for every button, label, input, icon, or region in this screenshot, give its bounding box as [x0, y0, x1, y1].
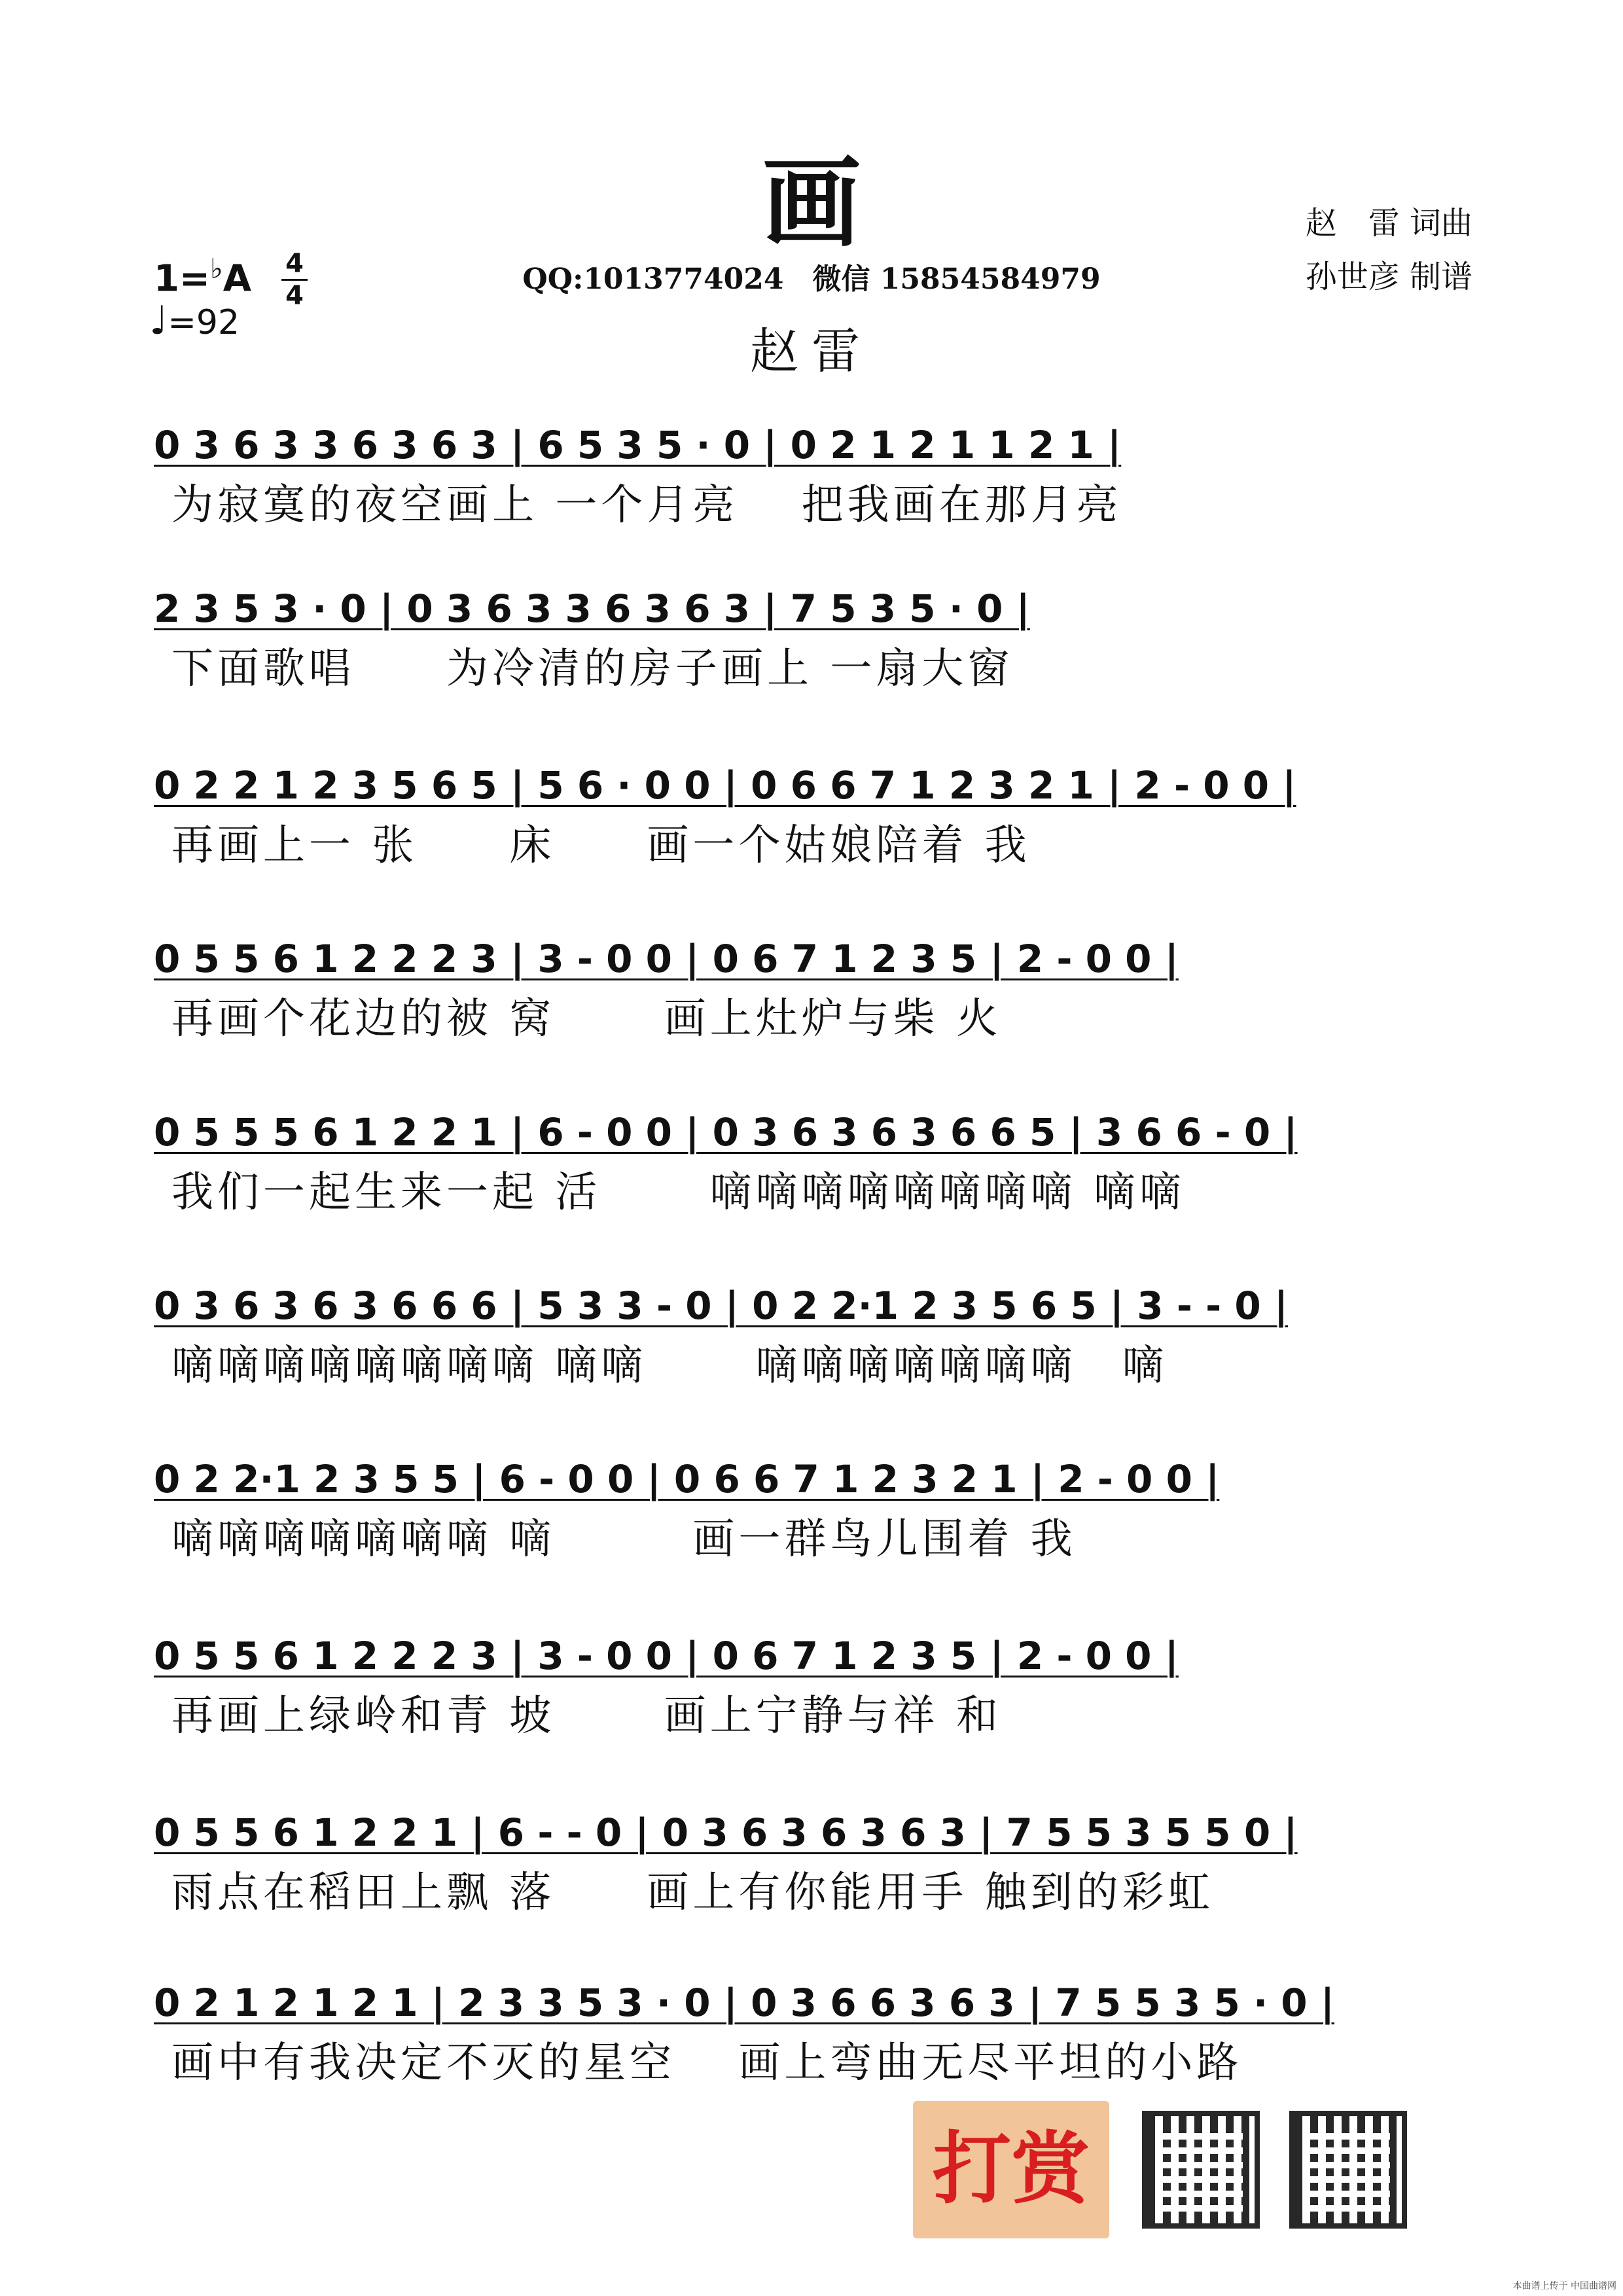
lyrics-line: 嘀嘀嘀嘀嘀嘀嘀嘀 嘀嘀 嘀嘀嘀嘀嘀嘀嘀 嘀	[171, 1342, 1168, 1390]
notation-line: 0 5 5 6 1 2 2 2 3 | 3 - 0 0 | 0 6 7 1 2 3 5 | 2 - 0 0 |	[154, 937, 1179, 981]
qr-code-icon	[1289, 2111, 1407, 2229]
lyrics-line: 再画上一 张 床 画一个姑娘陪着 我	[171, 821, 1031, 870]
notation-line: 0 3 6 3 3 6 3 6 3 | 6 5 3 5 · 0 | 0 2 1 2 1 1 2 1 |	[154, 423, 1122, 467]
lyrics-line: 嘀嘀嘀嘀嘀嘀嘀 嘀 画一群鸟儿围着 我	[171, 1515, 1077, 1564]
lyrics-line: 再画上绿岭和青 坡 画上宁静与祥 和	[171, 1692, 1003, 1740]
meter-numerator: 4	[281, 249, 308, 281]
qr-code-icon	[1142, 2111, 1260, 2229]
notation-line: 0 5 5 6 1 2 2 1 | 6 - - 0 | 0 3 6 3 6 3 6 3 | 7 5 5 3 5 5 0 |	[154, 1810, 1298, 1855]
lyrics-line: 画中有我决定不灭的星空 画上弯曲无尽平坦的小路	[171, 2039, 1243, 2087]
song-title: 画	[762, 145, 861, 260]
key-prefix: 1=	[154, 257, 210, 300]
lyrics-line: 我们一起生来一起 活 嘀嘀嘀嘀嘀嘀嘀嘀 嘀嘀	[171, 1168, 1186, 1217]
lyrics-line: 下面歌唱 为冷清的房子画上 一扇大窗	[171, 645, 1014, 693]
reward-button[interactable]: 打赏	[913, 2101, 1109, 2238]
notation-line: 0 2 1 2 1 2 1 | 2 3 3 5 3 · 0 | 0 3 6 6 3 6 3 | 7 5 5 3 5 · 0 |	[154, 1981, 1335, 2025]
lyrics-line: 雨点在稻田上飘 落 画上有你能用手 触到的彩虹	[171, 1869, 1214, 1917]
notation-line: 2 3 5 3 · 0 | 0 3 6 3 3 6 3 6 3 | 7 5 3 5 · 0 |	[154, 586, 1030, 631]
footer-note: 本曲谱上传于 中国曲谱网	[1512, 2281, 1616, 2291]
quarter-note-icon: ♩	[149, 298, 168, 344]
notation-line: 0 5 5 6 1 2 2 2 3 | 3 - 0 0 | 0 6 7 1 2 3 5 | 2 - 0 0 |	[154, 1634, 1179, 1678]
notation-line: 0 5 5 5 6 1 2 2 1 | 6 - 0 0 | 0 3 6 3 6 3 6 6 5 | 3 6 6 - 0 |	[154, 1110, 1298, 1155]
singer-name: 赵雷	[750, 323, 873, 380]
credit-arranger: 孙世彦 制谱	[1305, 259, 1472, 295]
key-note: A	[223, 257, 252, 300]
tempo-value: =92	[168, 303, 240, 342]
notation-line: 0 2 2 1 2 3 5 6 5 | 5 6 · 0 0 | 0 6 6 7 1 2 3 2 1 | 2 - 0 0 |	[154, 763, 1296, 808]
notation-line: 0 3 6 3 6 3 6 6 6 | 5 3 3 - 0 | 0 2 2·1 2 3 5 6 5 | 3 - - 0 |	[154, 1283, 1289, 1328]
contact-info: QQ:1013774024 微信 15854584979	[522, 262, 1101, 296]
meter-denominator: 4	[285, 281, 304, 311]
credit-lyrics-music: 赵 雷 词曲	[1305, 205, 1472, 242]
notation-line: 0 2 2·1 2 3 5 5 | 6 - 0 0 | 0 6 6 7 1 2 3 2 1 | 2 - 0 0 |	[154, 1457, 1220, 1501]
lyrics-line: 为寂寞的夜空画上 一个月亮 把我画在那月亮	[171, 481, 1122, 529]
flat-icon: ♭	[209, 253, 223, 285]
lyrics-line: 再画个花边的被 窝 画上灶炉与柴 火	[171, 995, 1003, 1043]
